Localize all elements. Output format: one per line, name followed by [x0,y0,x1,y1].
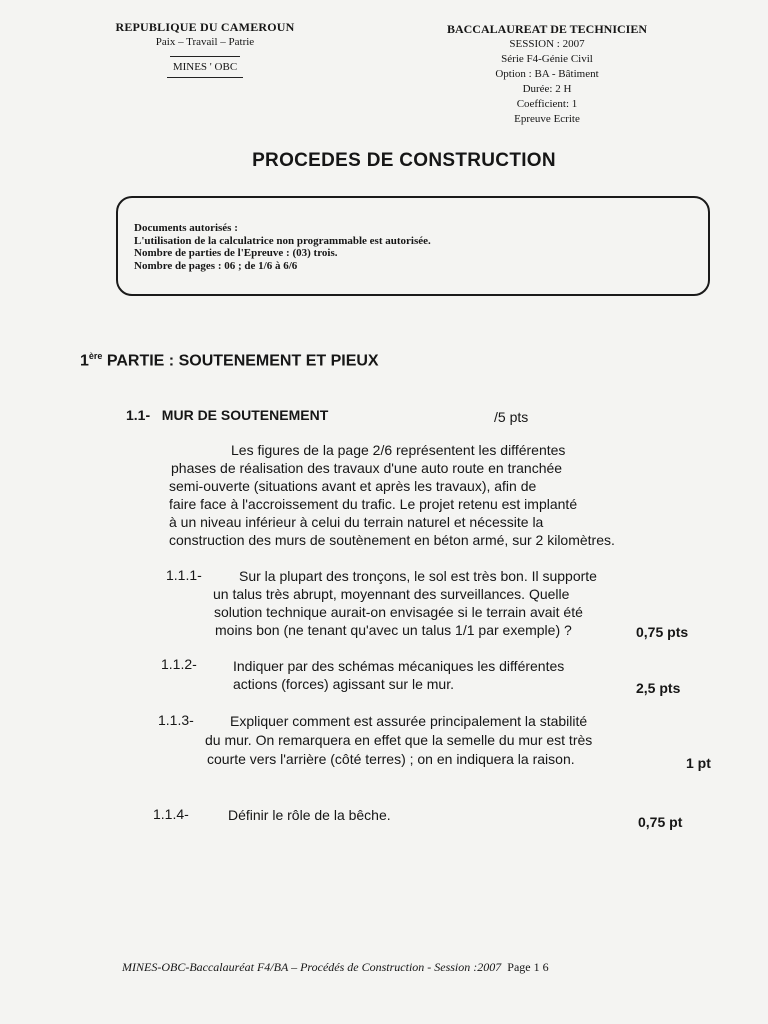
info-line: Documents autorisés : [134,222,238,234]
part-heading [80,351,379,370]
question-line: Définir le rôle de la bêche. [228,807,391,823]
question-points: 2,5 pts [636,680,681,696]
question-number: 1.1.3- [158,712,194,728]
country-name: REPUBLIQUE DU CAMEROUN [115,20,295,34]
question-line: Sur la plupart des tronçons, le sol est très bon. Il supporte [239,568,597,584]
exam-name: BACCALAUREAT DE TECHNICIEN [446,22,648,36]
ministry-label: MINES ' OBC [172,61,238,73]
question-points: 0,75 pt [638,814,683,830]
question-line: actions (forces) agissant sur le mur. [233,676,454,692]
header-right [436,22,658,127]
section-number: 1.1- [126,407,151,423]
intro-line: construction des murs de soutènement en béton armé, sur 2 kilomètres. [169,532,615,548]
document-title: PROCEDES DE CONSTRUCTION [252,150,556,171]
part-number: 1 [80,352,89,370]
question-number: 1.1.2- [161,656,197,672]
page-number: Page 1 6 [507,960,549,974]
info-line: L'utilisation de la calculatrice non programmable est autorisée. [134,234,431,247]
intro-line: à un niveau inférieur à celui du terrain naturel et nécessite la [169,514,544,530]
question-line: Expliquer comment est assurée principalement la stabilité [230,713,588,729]
exam-duration: Durée: 2 H [522,83,572,95]
question-line: solution technique aurait-on envisagée si le terrain avait été [214,604,583,620]
part-superscript: ère [88,351,103,361]
exam-session: SESSION : 2007 [509,38,585,50]
question-points: 1 pt [686,755,711,771]
exam-serie: Série F4-Génie Civil [501,53,593,65]
question-line: un talus très abrupt, moyennant des surveillances. Quelle [213,586,570,602]
info-line: Nombre de parties de l'Epreuve : (03) trois. [134,247,338,259]
exam-type: Epreuve Ecrite [514,113,580,125]
question-line: moins bon (ne tenant qu'avec un talus 1/1 par exemple) ? [215,622,572,638]
national-motto: Paix – Travail – Patrie [155,36,255,48]
intro-line: semi-ouverte (situations avant et après les travaux), afin de [169,478,537,494]
intro-line: Les figures de la page 2/6 représentent les différentes [231,442,566,458]
intro-line: phases de réalisation des travaux d'une auto route en tranchée [171,460,563,476]
exam-option: Option : BA - Bâtiment [495,68,599,80]
question-line: courte vers l'arrière (côté terres) ; on en indiquera la raison. [207,751,575,767]
question-number: 1.1.1- [166,567,202,583]
question-line: du mur. On remarquera en effet que la semelle du mur est très [205,732,593,748]
question-number: 1.1.4- [153,806,189,822]
section-points: /5 pts [494,409,529,425]
section-title: MUR DE SOUTENEMENT [161,407,329,423]
exam-coefficient: Coefficient: 1 [516,98,578,110]
intro-line: faire face à l'accroissement du trafic. Le projet retenu est implanté [169,496,578,512]
info-box [116,196,710,296]
header-divider [170,56,240,57]
part-title: PARTIE : SOUTENEMENT ET PIEUX [102,352,379,370]
header-left [100,20,310,78]
section-heading [126,407,328,423]
header-divider [167,77,243,78]
question-points: 0,75 pts [636,624,689,640]
question-line: Indiquer par des schémas mécaniques les différentes [233,658,565,674]
page-footer [122,960,549,975]
info-line: Nombre de pages : 06 ; de 1/6 à 6/6 [134,259,298,272]
footer-text: MINES-OBC-Baccalauréat F4/BA – Procédés de Construction - Session :2007 [122,960,502,974]
